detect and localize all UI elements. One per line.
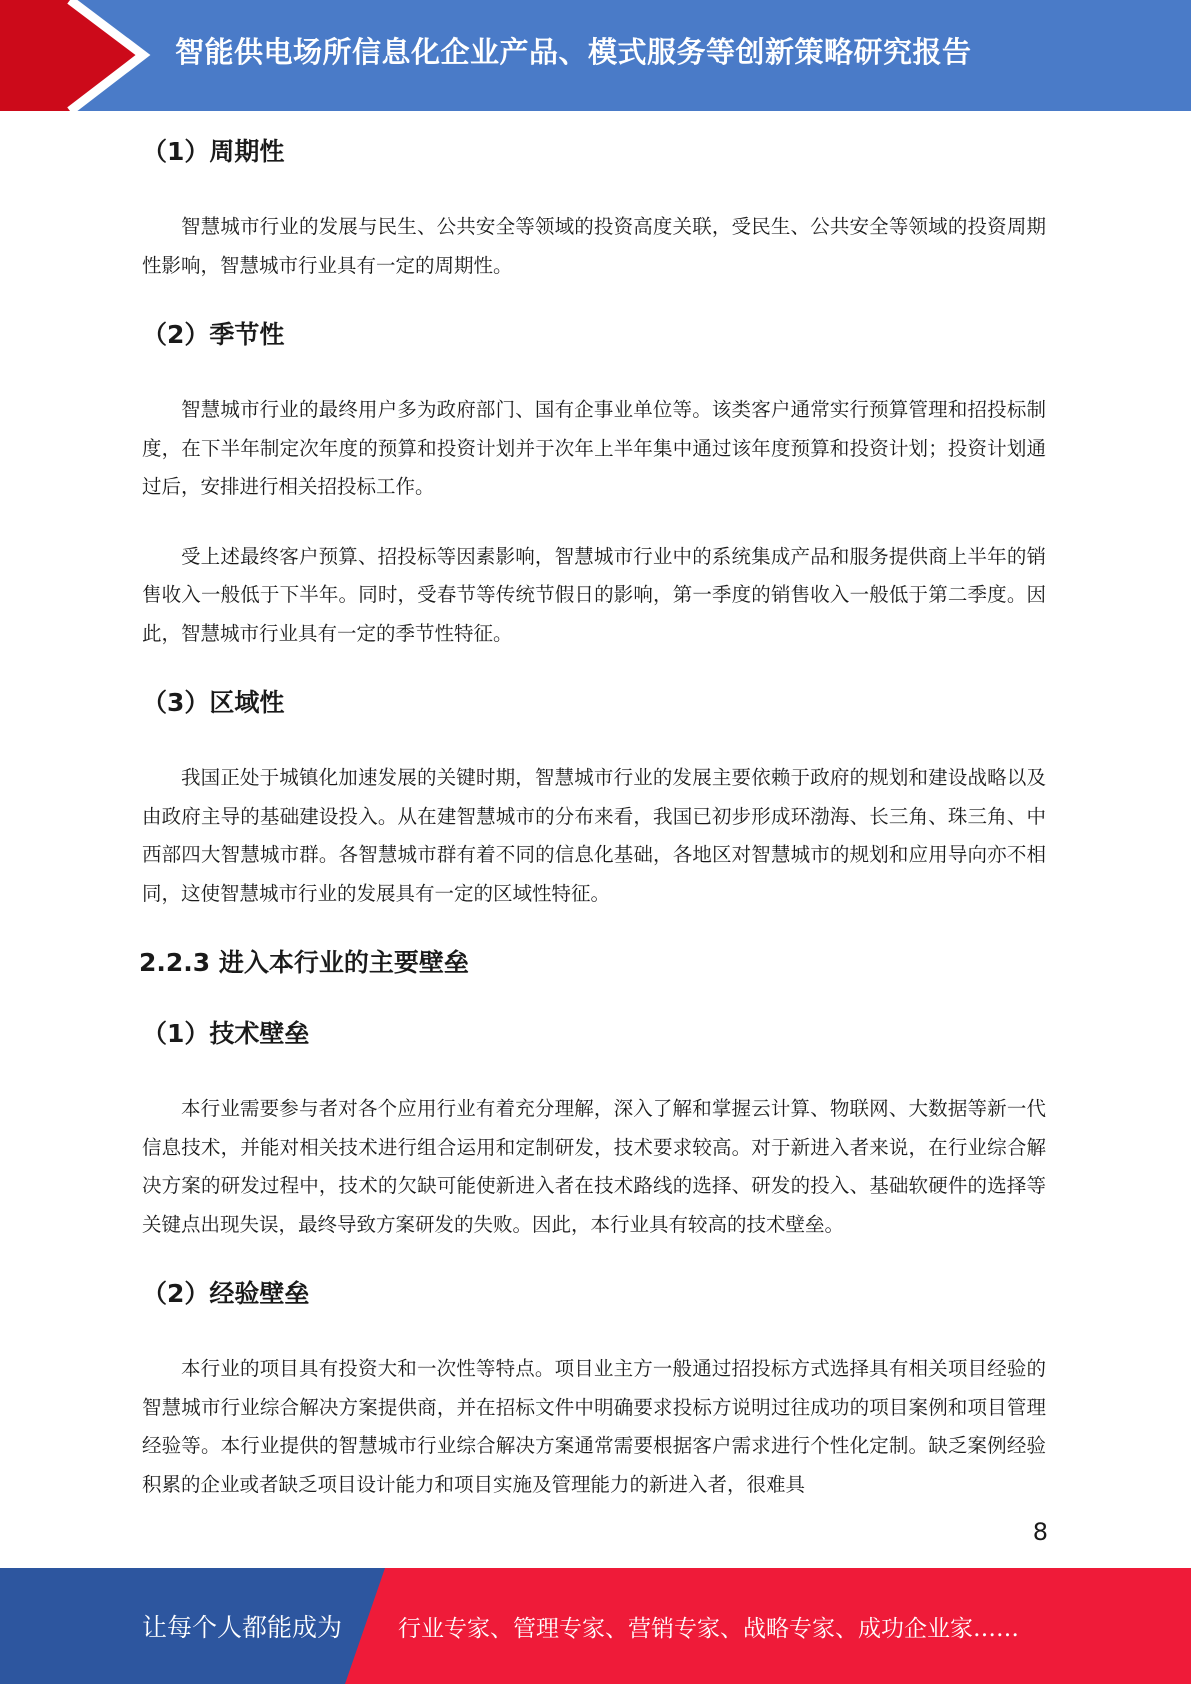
section-entry-barriers: [139, 935, 1046, 991]
paragraph: 本行业需要参与者对各个应用行业有着充分理解，深入了解和掌握云计算、物联网、大数据等新一代信息技术，并能对相关技术进行组合运用和定制研发，技术要求较高。对于新进入者来说，在行业综合解决方案的研发过程中，技术的欠缺可能使新进入者在技术路线的选择、研发的投入、基础软硬件的选择等关键点出现失误，最终导致方案研发的失败。因此，本行业具有较高的技术壁垒。: [142, 1097, 1046, 1236]
paragraph: 本行业的项目具有投资大和一次性等特点。项目业主方一般通过招投标方式选择具有相关项目经验的智慧城市行业综合解决方案提供商，并在招标文件中明确要求投标方说明过往成功的项目案例和项目管理经验等。本行业提供的智慧城市行业综合解决方案通常需要根据客户需求进行个性化定制。缺乏案例经验积累的企业或者缺乏项目设计能力和项目实施及管理能力的新进入者，很难具: [142, 1357, 1046, 1496]
section-heading: （2）季节性: [142, 320, 285, 349]
section-regional: [142, 675, 1046, 913]
page-number: 8: [1032, 1518, 1048, 1546]
page-footer: [0, 1568, 1191, 1684]
section-heading: 2.2.3 进入本行业的主要壁垒: [139, 948, 469, 977]
section-cyclical: [142, 124, 1046, 285]
report-title: 智能供电场所信息化企业产品、模式服务等创新策略研究报告: [175, 35, 972, 69]
paragraph: 智慧城市行业的最终用户多为政府部门、国有企事业单位等。该类客户通常实行预算管理和招投标制度，在下半年制定次年度的预算和投资计划并于次年上半年集中通过该年度预算和投资计划；投资计划通过后，安排进行相关招投标工作。: [142, 398, 1046, 498]
paragraph: 我国正处于城镇化加速发展的关键时期，智慧城市行业的发展主要依赖于政府的规划和建设战略以及由政府主导的基础建设投入。从在建智慧城市的分布来看，我国已初步形成环渤海、长三角、珠三角、中西部四大智慧城市群。各智慧城市群有着不同的信息化基础，各地区对智慧城市的规划和应用导向亦不相同，这使智慧城市行业的发展具有一定的区域性特征。: [142, 766, 1046, 905]
page-header: [0, 0, 1191, 111]
section-heading: （1）技术壁垒: [142, 1019, 310, 1048]
section-tech-barrier: [142, 1006, 1046, 1244]
section-heading: （2）经验壁垒: [142, 1279, 310, 1308]
header-arrow-decoration: [0, 0, 200, 111]
footer-slogan-left: 让每个人都能成为: [142, 1613, 343, 1642]
section-heading: （1）周期性: [142, 137, 285, 166]
paragraph: 受上述最终客户预算、招投标等因素影响，智慧城市行业中的系统集成产品和服务提供商上半年的销售收入一般低于下半年。同时，受春节等传统节假日的影响，第一季度的销售收入一般低于第二季度。因此，智慧城市行业具有一定的季节性特征。: [142, 544, 1046, 645]
footer-slogan-right: 行业专家、管理专家、营销专家、战略专家、成功企业家……: [398, 1616, 1019, 1642]
section-heading: （3）区域性: [142, 688, 285, 717]
section-seasonal: [142, 307, 1046, 653]
section-experience-barrier: [142, 1266, 1046, 1504]
page-content: [139, 124, 1046, 1504]
paragraph: 智慧城市行业的发展与民生、公共安全等领域的投资高度关联，受民生、公共安全等领域的投资周期性影响，智慧城市行业具有一定的周期性。: [142, 215, 1046, 277]
